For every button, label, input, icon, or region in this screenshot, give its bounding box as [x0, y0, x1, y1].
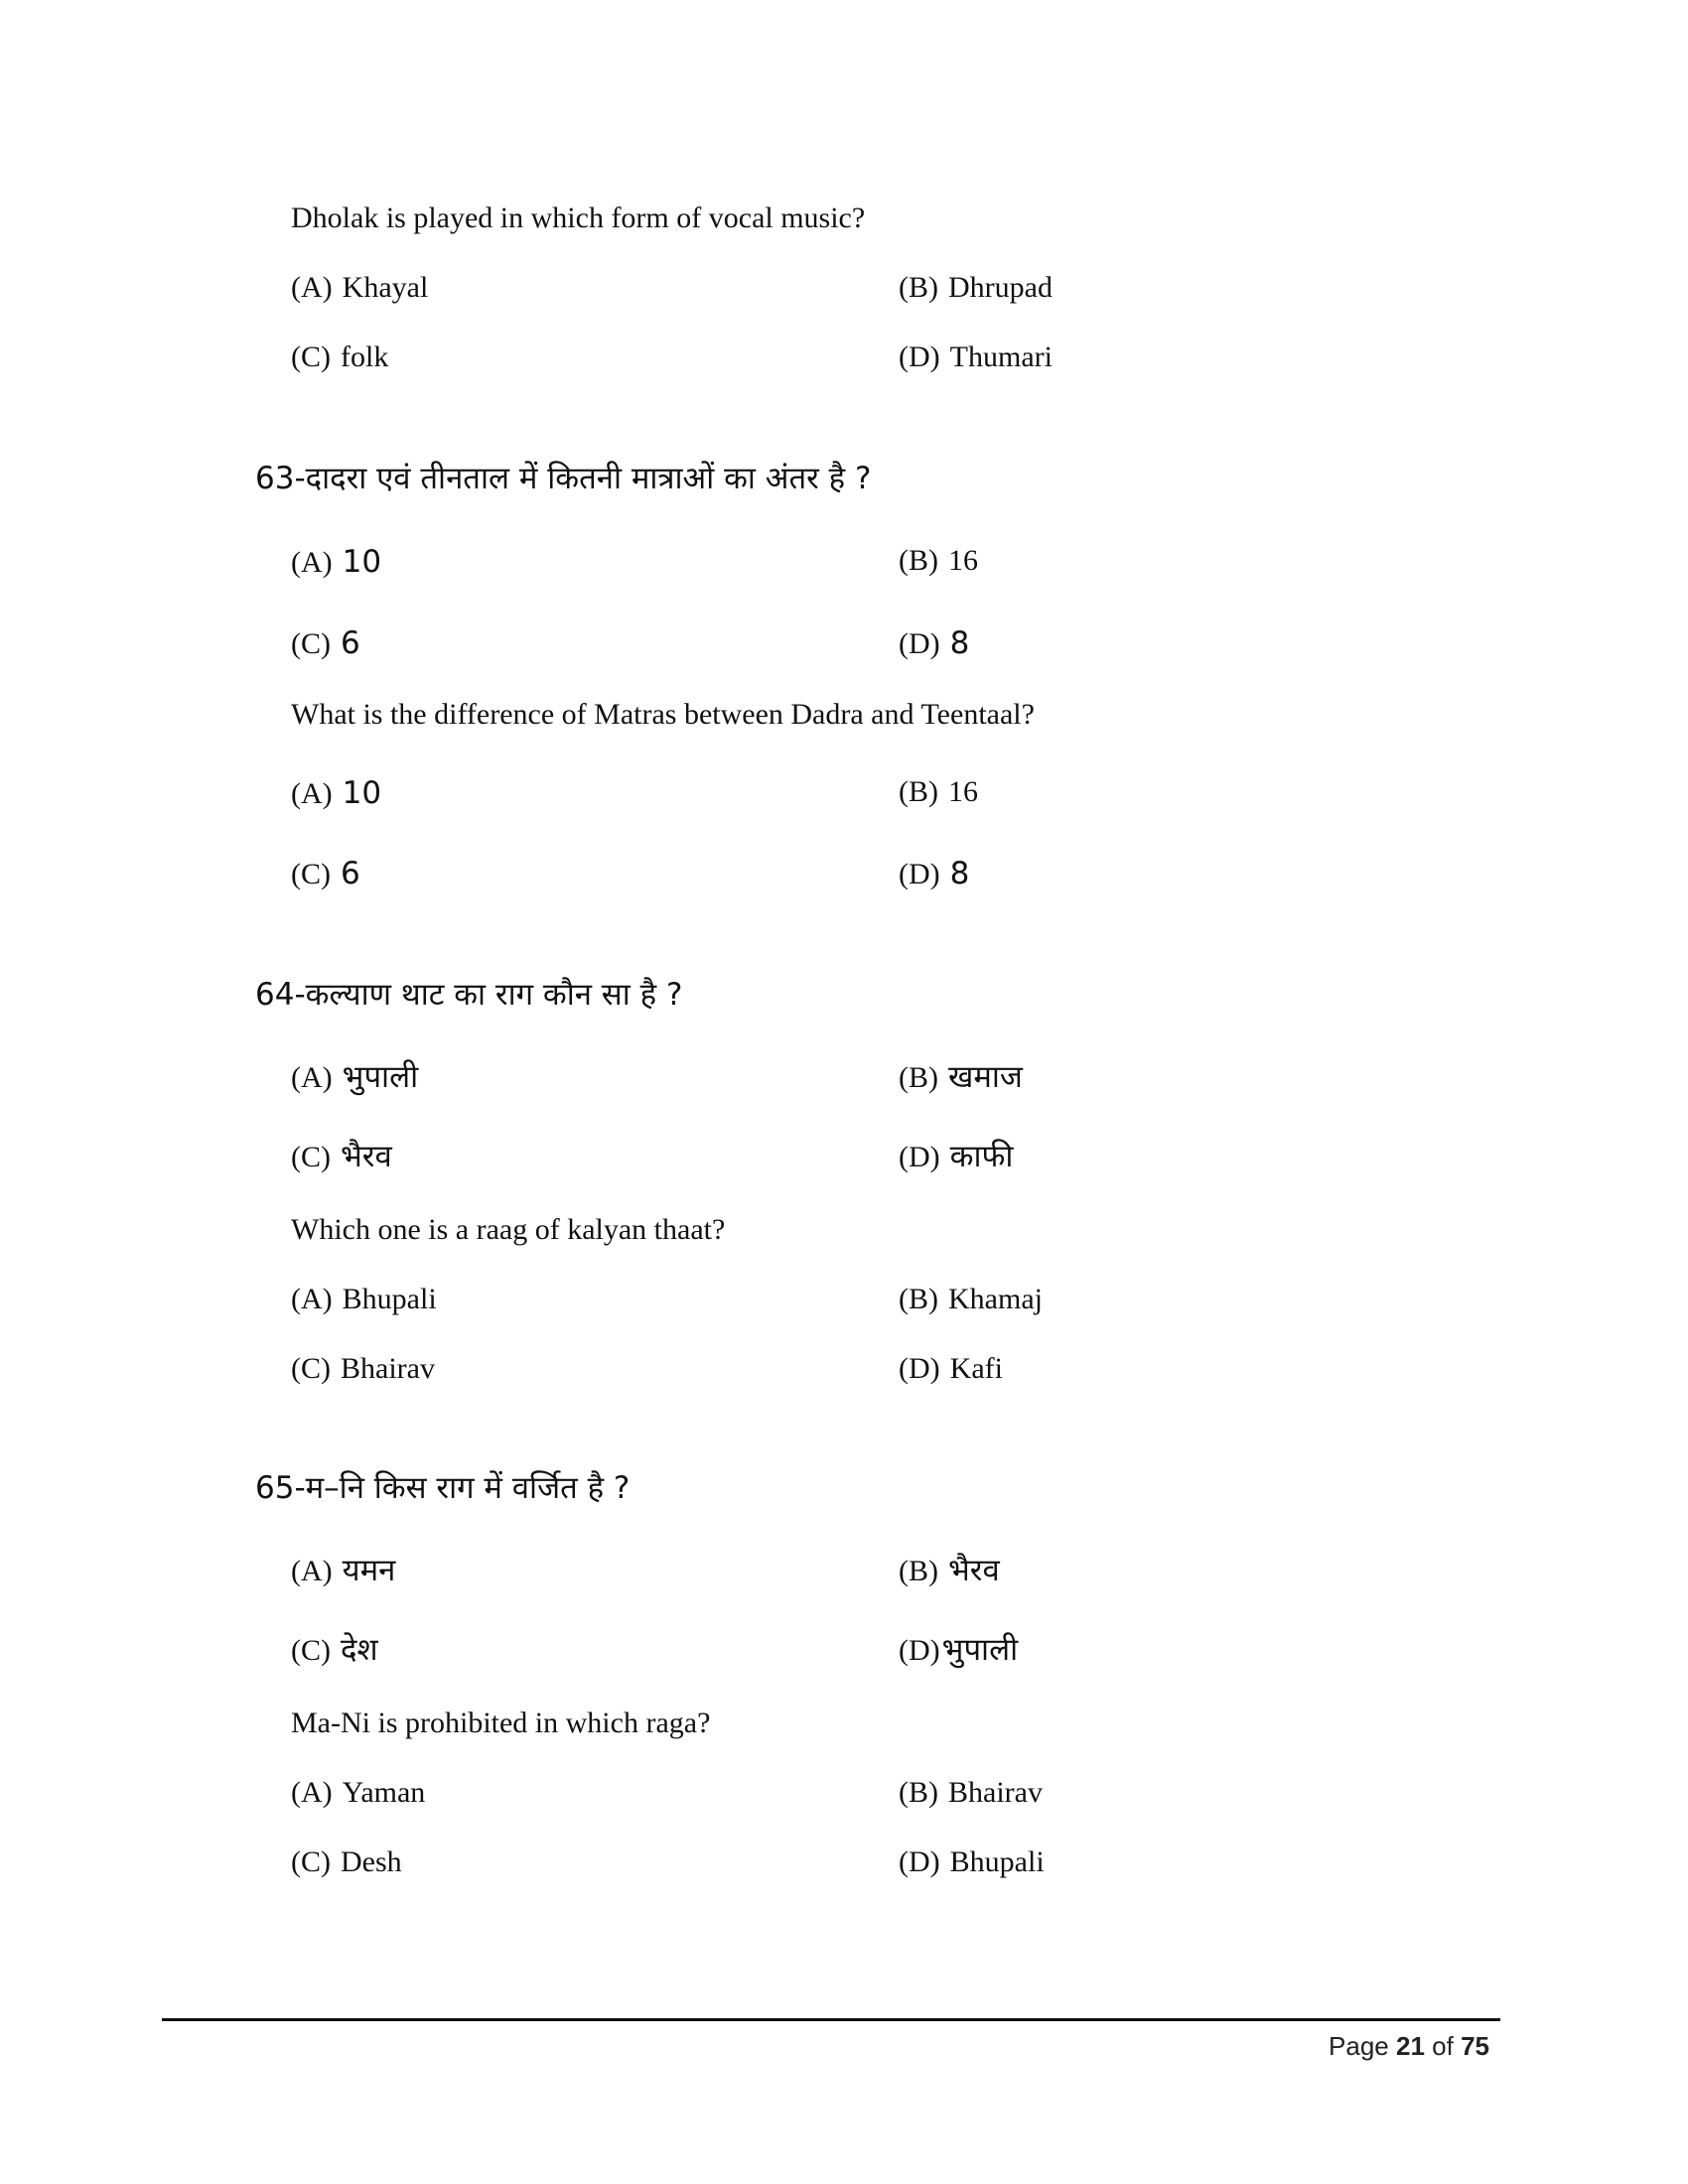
q64-hi-option-c — [291, 1135, 392, 1176]
q64-en-option-a — [291, 1283, 437, 1316]
option-text: Desh — [341, 1845, 402, 1878]
q62-en-option-d — [899, 341, 1053, 374]
option-label: (B) — [899, 1283, 938, 1315]
option-label: (A) — [291, 271, 333, 304]
question-64-stem-hi: 64-कल्याण थाट का राग कौन सा है ? — [255, 977, 683, 1013]
option-label: (C) — [291, 1845, 331, 1878]
option-text: Yaman — [342, 1776, 426, 1809]
option-text: 8 — [949, 625, 970, 661]
option-text: Dhrupad — [948, 271, 1053, 304]
option-label: (C) — [291, 1634, 331, 1667]
option-label: (C) — [291, 341, 331, 373]
option-text: 6 — [341, 856, 360, 891]
q64-en-option-c — [291, 1352, 435, 1386]
option-label: (D) — [899, 1634, 940, 1667]
page-of: of — [1432, 2031, 1454, 2061]
q65-en-option-d — [899, 1845, 1045, 1879]
option-text: Bhupali — [342, 1283, 437, 1315]
q63-en-option-a — [291, 775, 381, 811]
option-text: भुपाली — [342, 1059, 419, 1095]
option-label: (D) — [899, 1352, 940, 1385]
question-65-stem-hi: 65-म–नि किस राग में वर्जित है ? — [255, 1470, 631, 1506]
q63-en-option-d — [899, 856, 969, 891]
q64-en-option-d — [899, 1352, 1003, 1386]
q63-en-option-c — [291, 856, 360, 891]
q65-hi-option-a — [291, 1549, 395, 1590]
q64-hi-option-a — [291, 1055, 418, 1097]
option-text: Thumari — [949, 341, 1053, 373]
question-64-stem-en: Which one is a raag of kalyan thaat? — [291, 1213, 726, 1246]
q62-en-option-b — [899, 271, 1053, 305]
option-text: भुपाली — [941, 1632, 1019, 1668]
option-label: (A) — [291, 1776, 333, 1809]
option-label: (C) — [291, 858, 331, 890]
option-label: (A) — [291, 1283, 333, 1315]
q64-en-option-b — [899, 1283, 1043, 1316]
option-text: काफी — [949, 1139, 1014, 1174]
page-prefix: Page — [1329, 2031, 1389, 2061]
option-text: 16 — [948, 775, 978, 808]
question-62-stem-en: Dholak is played in which form of vocal music? — [291, 202, 866, 234]
option-label: (A) — [291, 1061, 333, 1094]
option-label: (B) — [899, 271, 938, 304]
option-label: (D) — [899, 341, 940, 373]
option-text: 16 — [948, 544, 978, 577]
q63-hi-option-c — [291, 625, 360, 661]
option-label: (C) — [291, 1141, 331, 1173]
q63-en-option-b — [899, 775, 978, 809]
option-label: (B) — [899, 1061, 938, 1094]
option-label: (B) — [899, 1776, 938, 1809]
q62-en-option-a — [291, 271, 428, 305]
option-text: देश — [341, 1632, 378, 1668]
option-label: (D) — [899, 1845, 940, 1878]
q65-hi-option-c — [291, 1628, 378, 1670]
option-text: भैरव — [341, 1139, 392, 1174]
q63-hi-option-b — [899, 544, 978, 578]
option-label: (C) — [291, 1352, 331, 1385]
option-text: 10 — [342, 544, 382, 580]
option-label: (D) — [899, 858, 940, 890]
q65-hi-option-d — [899, 1628, 1018, 1670]
option-text: folk — [341, 341, 389, 373]
q62-en-option-c — [291, 341, 388, 374]
option-label: (A) — [291, 546, 333, 579]
option-text: Kafi — [949, 1352, 1003, 1385]
q65-en-option-b — [899, 1776, 1043, 1810]
option-label: (A) — [291, 1555, 333, 1587]
option-text: Bhupali — [949, 1845, 1045, 1878]
q63-hi-option-a — [291, 544, 381, 580]
option-label: (D) — [899, 627, 940, 660]
current-page: 21 — [1396, 2031, 1425, 2061]
option-text: 10 — [342, 775, 382, 811]
q63-hi-option-d — [899, 625, 969, 661]
q65-hi-option-b — [899, 1549, 1000, 1590]
total-pages: 75 — [1461, 2031, 1489, 2061]
option-label: (B) — [899, 1555, 938, 1587]
option-text: Khayal — [342, 271, 429, 304]
option-text: खमाज — [948, 1059, 1023, 1095]
option-text: Bhairav — [341, 1352, 435, 1385]
footer-rule — [162, 2018, 1500, 2021]
option-label: (B) — [899, 775, 938, 808]
option-label: (B) — [899, 544, 938, 577]
option-text: 6 — [341, 625, 360, 661]
option-text: Khamaj — [948, 1283, 1043, 1315]
option-label: (D) — [899, 1141, 940, 1173]
question-63-stem-en: What is the difference of Matras between Dadra and Teentaal? — [291, 698, 1035, 731]
option-label: (C) — [291, 627, 331, 660]
q64-hi-option-d — [899, 1135, 1013, 1176]
q64-hi-option-b — [899, 1055, 1023, 1097]
q65-en-option-c — [291, 1845, 402, 1879]
option-label: (A) — [291, 777, 333, 810]
option-text: 8 — [949, 856, 970, 891]
option-text: भैरव — [948, 1553, 1000, 1588]
question-63-stem-hi: 63-दादरा एवं तीनताल में कितनी मात्राओं का अंतर है ? — [255, 461, 872, 496]
option-text: यमन — [342, 1553, 396, 1588]
q65-en-option-a — [291, 1776, 425, 1810]
question-65-stem-en: Ma-Ni is prohibited in which raga? — [291, 1706, 711, 1739]
page-number — [1329, 2031, 1489, 2062]
option-text: Bhairav — [948, 1776, 1043, 1809]
